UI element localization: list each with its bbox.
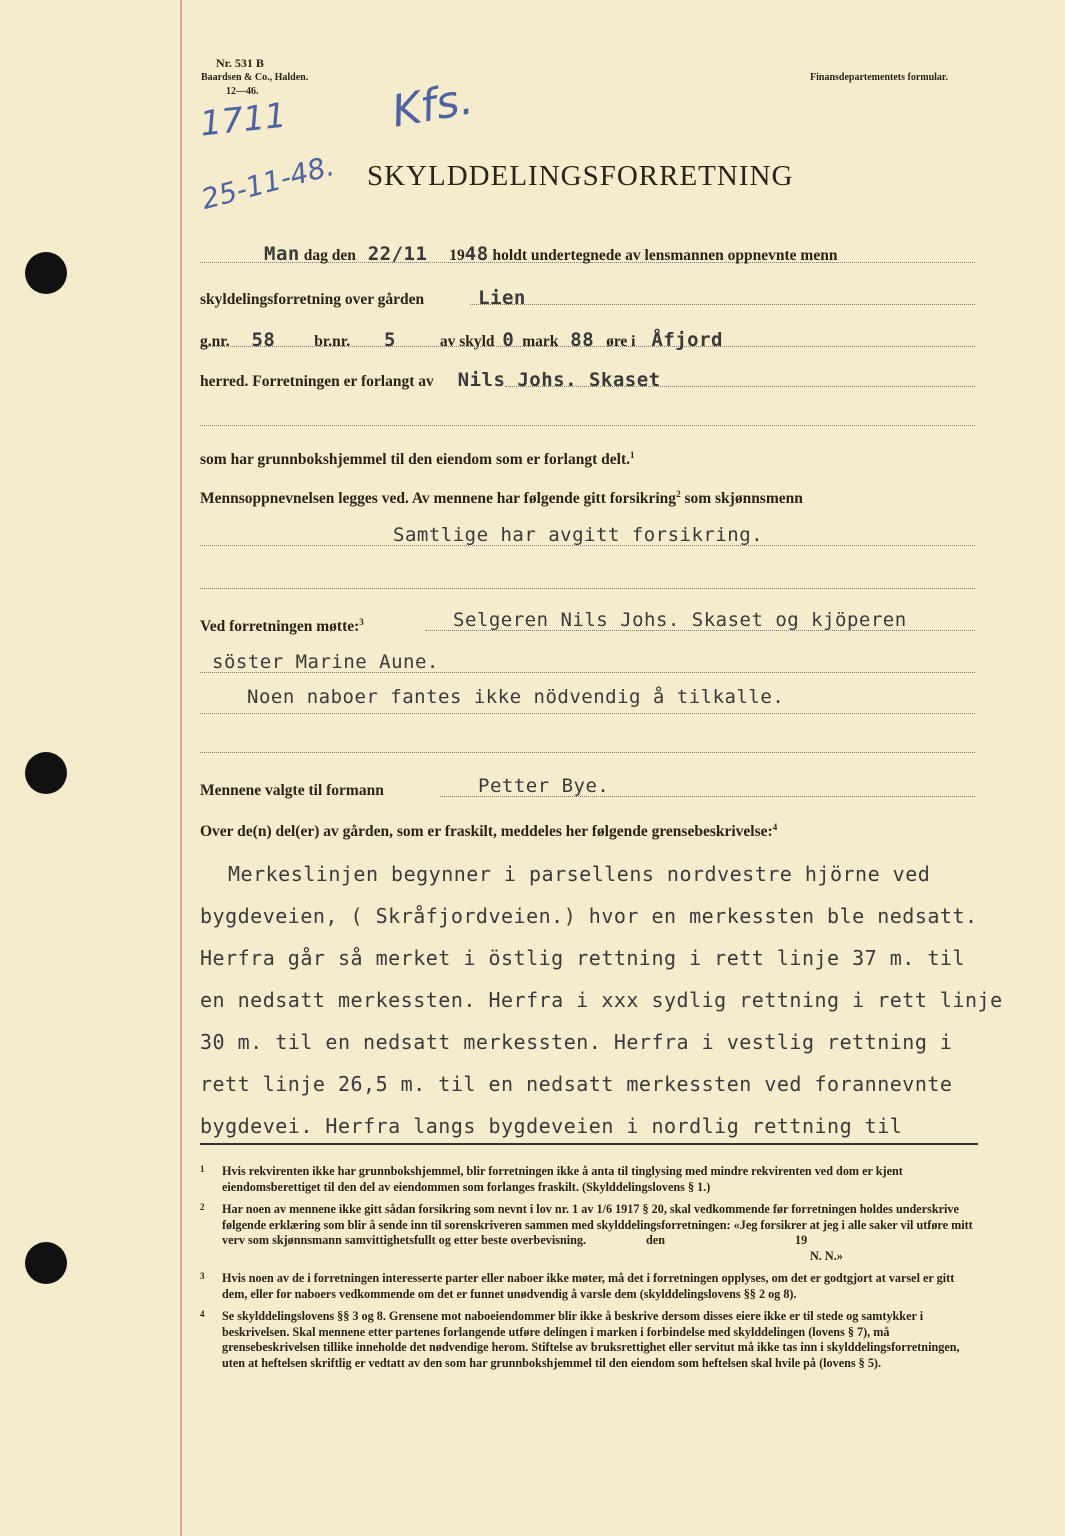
footnote-ref: 2 (676, 489, 681, 499)
typed-line: bygdevei. Herfra langs bygdeveien i nordlig rettning til (200, 1114, 903, 1138)
label: Mennene valgte til formann (200, 782, 384, 799)
footnote-ref: 4 (772, 822, 778, 832)
label: herred. Forretningen er forlangt av (200, 373, 434, 390)
footnote-3 (200, 1271, 980, 1302)
boundary-description (200, 853, 1003, 1147)
date: 22/11 (367, 243, 428, 265)
handwritten-date: 25-11-48. (197, 148, 338, 217)
label: br.nr. (314, 333, 351, 350)
typed-line: Merkeslinjen begynner i parsellens nordvestre hjörne ved (228, 862, 931, 886)
requester-name: Nils Johs. Skaset (457, 369, 661, 391)
footnote-text: Se skylddelingslovens §§ 3 og 8. Grensene mot naboeiendommer blir ikke å beskrive dersom disses eiere ikke er til stede og samtykker i beskrivelsen. Skal mennene etter partenes forlangende utføre delingen i marken i forbindelse med skylddelingen (lovens § 7), må grensebeskrivelsen tillike inneholde det nødvendige herom. Stiftelse av bruksrettighet eller servitut må ikke tas inn i skylddelingsforretningen, uten at heftelsen skriftlig er vedtatt av den som har grunnbokshjemmel til den eiendom som heftelsen skal hvile på (lovens § 5). (222, 1309, 960, 1370)
gnr: 58 (251, 329, 276, 351)
footnote-1 (200, 1164, 980, 1195)
typed-line: en nedsatt merkessten. Herfra i xxx sydlig rettning i rett linje (200, 988, 1003, 1012)
footnote-number: 3 (200, 1271, 205, 1281)
footnote-number: 4 (200, 1309, 205, 1319)
footnote-number: 1 (200, 1164, 205, 1174)
label: holdt undertegnede av lensmannen oppnevnte menn (492, 247, 838, 264)
label: den (646, 1233, 665, 1247)
signature-placeholder: N. N.» (810, 1248, 843, 1263)
form-number: Nr. 531 B (216, 56, 264, 70)
label: Ved forretningen møtte: (200, 618, 360, 636)
typed-line: rett linje 26,5 m. til en nedsatt merkessten ved forannevnte (200, 1072, 953, 1096)
page-title: SKYLDDELINGSFORRETNING (367, 160, 794, 192)
typed-line: Samtlige har avgitt forsikring. (393, 524, 764, 546)
label: Mennsoppnevnelsen legges ved. Av mennene har følgende gitt forsikring (200, 490, 677, 508)
punch-hole (25, 1242, 67, 1284)
label: øre i (606, 333, 636, 350)
label: 19 (449, 247, 465, 264)
typed-line: bygdeveien, ( Skråfjordveien.) hvor en merkessten ble nedsatt. (200, 904, 978, 928)
typed-line: Selgeren Nils Johs. Skaset og kjöperen (453, 609, 907, 631)
farm-name: Lien (478, 287, 526, 309)
label: som skjønnsmenn (684, 490, 803, 508)
footnote-text (222, 1202, 980, 1264)
footnote-text: Hvis rekvirenten ikke har grunnbokshjemmel, blir forretningen ikke å anta til tinglysing med mindre rekvirenten ved dom er kjent eiendomsberettiget til den del av eiendommen som forlanges fraskilt. (Skylddelingslovens § 1.) (222, 1164, 903, 1194)
year: 48 (464, 243, 489, 265)
footnote-2 (200, 1202, 980, 1264)
mark: 0 (502, 329, 515, 351)
label: g.nr. (200, 333, 230, 350)
typed-line: Noen naboer fantes ikke nödvendig å tilkalle. (247, 686, 785, 708)
label: av skyld (439, 333, 495, 350)
ore: 88 (570, 329, 595, 351)
footnotes (200, 1164, 980, 1378)
label: Over de(n) del(er) av gården, som er fraskilt, meddeles her følgende grensebeskrivelse: (200, 823, 773, 841)
footnote-4 (200, 1309, 980, 1371)
place: Åfjord (651, 329, 723, 351)
printer: Baardsen & Co., Halden. (201, 72, 309, 83)
punch-hole (25, 252, 67, 294)
divider (200, 1143, 978, 1145)
punch-hole (25, 752, 67, 794)
weekday: Man (264, 243, 300, 265)
typed-line: Herfra går så merket i östlig rettning i rett linje 37 m. til (200, 946, 966, 970)
chairman: Petter Bye. (478, 775, 610, 797)
footnote-body: Har noen av mennene ikke gitt sådan forsikring som nevnt i lov nr. 1 av 1/6 1917 § 20, skal vedkommende før forretningen holdes underskrive følgende erklæring som blir å sende inn til sorenskriveren sammen med skylddelingsforretningen: «Jeg forsikrer at jeg i alle saker vil utføre mitt verv som skjønnsmann samvittighetsfullt og etter beste overbevisning. (222, 1202, 973, 1247)
issuer: Finansdepartementets formular. (810, 72, 948, 83)
print-date: 12—46. (226, 86, 259, 97)
margin-line (180, 0, 182, 1536)
footnote-ref: 1 (629, 450, 635, 460)
label: skyldelingsforretning over gården (200, 291, 425, 308)
label: som har grunnbokshjemmel til den eiendom som er forlangt delt. (200, 451, 630, 469)
brnr: 5 (384, 329, 396, 351)
typed-line: 30 m. til en nedsatt merkessten. Herfra i vestlig rettning i (200, 1030, 953, 1054)
handwritten-initials: Kfs. (388, 73, 477, 138)
footnote-text: Hvis noen av de i forretningen interesserte parter eller naboer ikke møter, må det i forretningen opplyses, om det er godtgjort at varsel er gitt dem, eller for naboers vedkommende om det er funnet unødvendig å varsle dem (skylddelingslovens §§ 2 og 8). (222, 1271, 955, 1301)
label: dag den (303, 247, 356, 264)
label: 19 (795, 1233, 808, 1247)
handwritten-number: 1711 (198, 95, 289, 145)
footnote-ref: 3 (359, 617, 364, 627)
footnote-number: 2 (200, 1202, 205, 1212)
label: mark (522, 333, 559, 350)
typed-line: söster Marine Aune. (212, 651, 439, 673)
